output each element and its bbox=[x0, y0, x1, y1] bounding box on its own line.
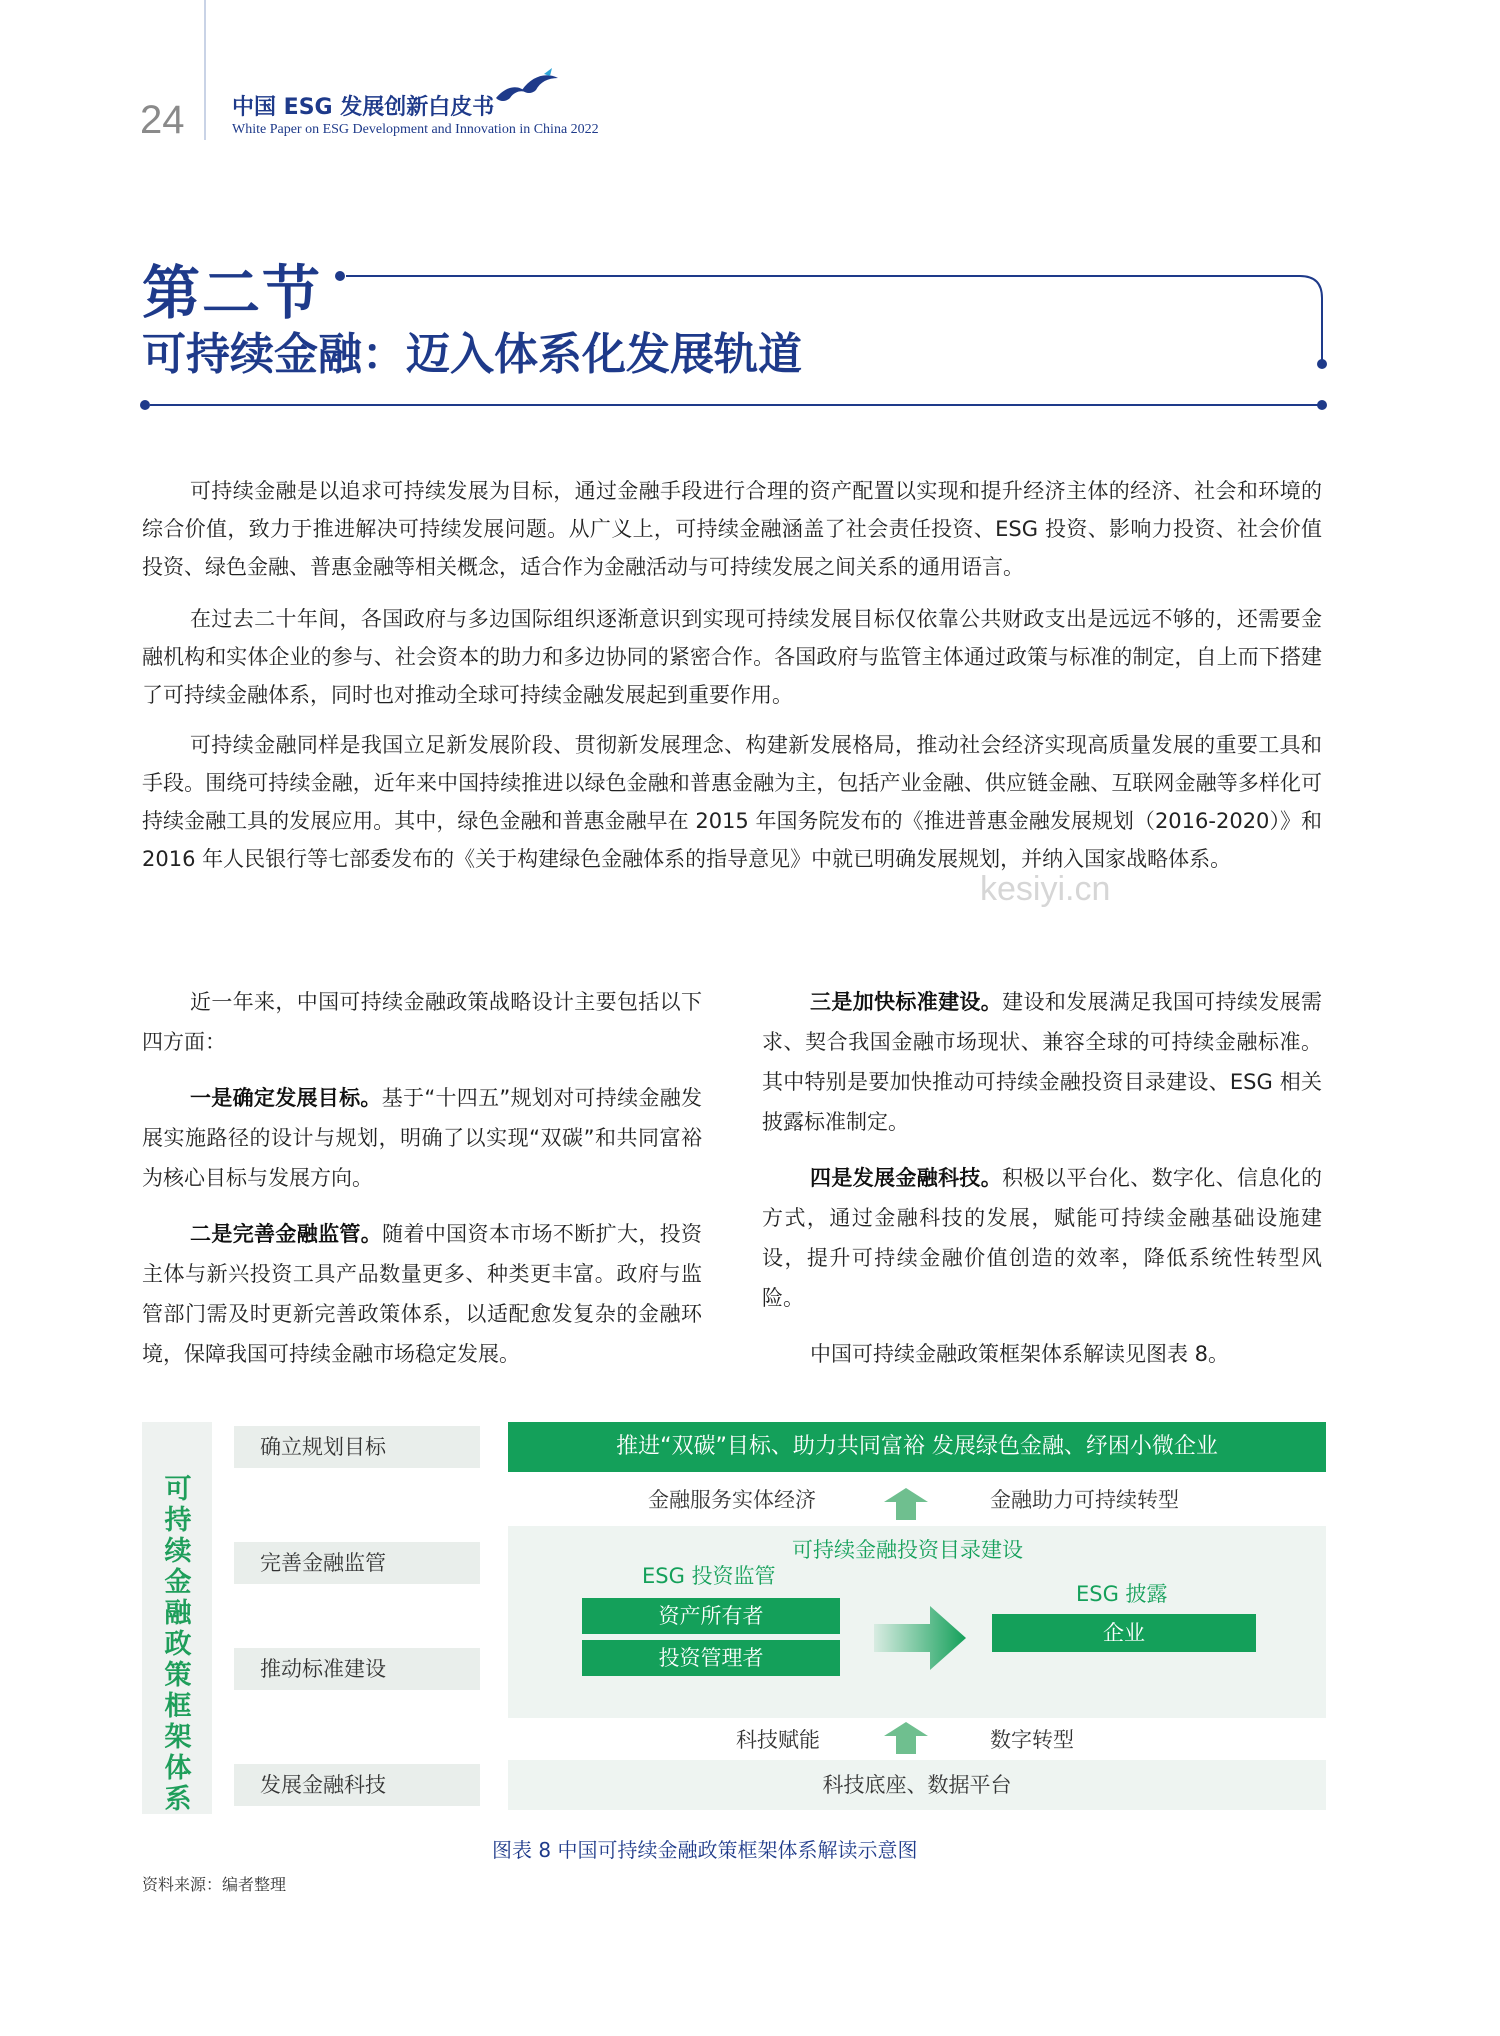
row-label-standards: 推动标准建设 bbox=[234, 1648, 480, 1690]
tech-left-text: 科技赋能 bbox=[736, 1728, 820, 1752]
catalog-title: 可持续金融投资目录建设 bbox=[792, 1538, 1023, 1562]
enterprise-box: 企业 bbox=[992, 1614, 1256, 1652]
section-label: 第二节 bbox=[142, 259, 323, 327]
header-title-en: White Paper on ESG Development and Innovation in China 2022 bbox=[232, 122, 599, 137]
investment-manager-box: 投资管理者 bbox=[582, 1640, 840, 1676]
left-intro: 近一年来，中国可持续金融政策战略设计主要包括以下四方面： bbox=[142, 990, 702, 1054]
sub-right-text: 金融助力可持续转型 bbox=[990, 1488, 1179, 1512]
right-outro: 中国可持续金融政策框架体系解读见图表 8。 bbox=[810, 1342, 1230, 1366]
watermark: kesiyi.cn bbox=[980, 870, 1111, 908]
tech-foundation-bar: 科技底座、数据平台 bbox=[508, 1760, 1326, 1810]
page-number: 24 bbox=[140, 98, 185, 142]
row-label-goals: 确立规划目标 bbox=[234, 1426, 480, 1468]
up-arrow-icon bbox=[884, 1488, 928, 1520]
figure-vertical-label: 可持续金融政策框架体系 bbox=[164, 1474, 192, 1815]
item-2 bbox=[142, 1214, 702, 1374]
section-title: 可持续金融：迈入体系化发展轨道 bbox=[142, 329, 802, 380]
paragraph-1: 可持续金融是以追求可持续发展为目标，通过金融手段进行合理的资产配置以实现和提升经济主体的经济、社会和环境的综合价值，致力于推进解决可持续发展问题。从广义上，可持续金融涵盖了社会责任投资、ESG 投资、影响力投资、社会价值投资、绿色金融、普惠金融等相关概念，适合作为金融活动与可持续发展之间关系的通用语言。 bbox=[142, 479, 1322, 579]
header-title-cn: 中国 ESG 发展创新白皮书 bbox=[232, 95, 495, 120]
item-3-head: 三是加快标准建设。 bbox=[810, 990, 1003, 1014]
item-2-head: 二是完善金融监管。 bbox=[190, 1222, 383, 1246]
tech-right-text: 数字转型 bbox=[990, 1728, 1074, 1752]
item-1-head: 一是确定发展目标。 bbox=[190, 1086, 382, 1110]
esg-supervision-label: ESG 投资监管 bbox=[642, 1564, 776, 1588]
sub-left-text: 金融服务实体经济 bbox=[648, 1488, 816, 1512]
item-2-body: 随着中国资本市场不断扩大，投资主体与新兴投资工具产品数量更多、种类更丰富。政府与监管部门需及时更新完善政策体系，以适配愈发复杂的金融环境，保障我国可持续金融市场稳定发展。 bbox=[142, 1222, 703, 1366]
paragraph-2: 在过去二十年间，各国政府与多边国际组织逐渐意识到实现可持续发展目标仅依靠公共财政支出是远远不够的，还需要金融机构和实体企业的参与、社会资本的助力和多边协同的紧密合作。各国政府与监管主体通过政策与标准的制定，自上而下搭建了可持续金融体系，同时也对推动全球可持续金融发展起到重要作用。 bbox=[142, 607, 1322, 707]
item-1 bbox=[142, 1078, 702, 1198]
right-arrow-icon bbox=[874, 1606, 966, 1670]
paragraph-3: 可持续金融同样是我国立足新发展阶段、贯彻新发展理念、构建新发展格局，推动社会经济实现高质量发展的重要工具和手段。围绕可持续金融，近年来中国持续推进以绿色金融和普惠金融为主，包括产业金融、供应链金融、互联网金融等多样化可持续金融工具的发展应用。其中，绿色金融和普惠金融早在 2015 年国务院发布的《推进普惠金融发展规划（2016-2020）》和 2016 年人民银行等七部委发布的《关于构建绿色金融体系的指导意见》中就已明确发展规划，并纳入国家战略体系。 bbox=[142, 733, 1322, 871]
up-arrow-icon bbox=[884, 1722, 928, 1754]
esg-disclosure-label: ESG 披露 bbox=[1076, 1582, 1168, 1606]
item-4-body: 积极以平台化、数字化、信息化的方式，通过金融科技的发展，赋能可持续金融基础设施建设，提升可持续金融价值创造的效率，降低系统性转型风险。 bbox=[762, 1166, 1323, 1310]
item-3 bbox=[762, 982, 1322, 1142]
goals-bar: 推进“双碳”目标、助力共同富裕 发展绿色金融、纾困小微企业 bbox=[508, 1422, 1326, 1472]
right-column bbox=[762, 982, 1322, 1390]
figure-caption: 图表 8 中国可持续金融政策框架体系解读示意图 bbox=[492, 1838, 918, 1862]
figure-source: 资料来源：编者整理 bbox=[142, 1875, 287, 1894]
asset-owner-box: 资产所有者 bbox=[582, 1598, 840, 1634]
item-3-body: 建设和发展满足我国可持续发展需求、契合我国金融市场现状、兼容全球的可持续金融标准。其中特别是要加快推动可持续金融投资目录建设、ESG 相关披露标准制定。 bbox=[762, 990, 1323, 1134]
item-4 bbox=[762, 1158, 1322, 1318]
left-column bbox=[142, 982, 702, 1390]
item-4-head: 四是发展金融科技。 bbox=[810, 1166, 1003, 1190]
row-label-fintech: 发展金融科技 bbox=[234, 1764, 480, 1806]
item-1-body: 基于“十四五”规划对可持续金融发展实施路径的设计与规划，明确了以实现“双碳”和共同富裕为核心目标与发展方向。 bbox=[142, 1086, 702, 1190]
row-label-supervision: 完善金融监管 bbox=[234, 1542, 480, 1584]
